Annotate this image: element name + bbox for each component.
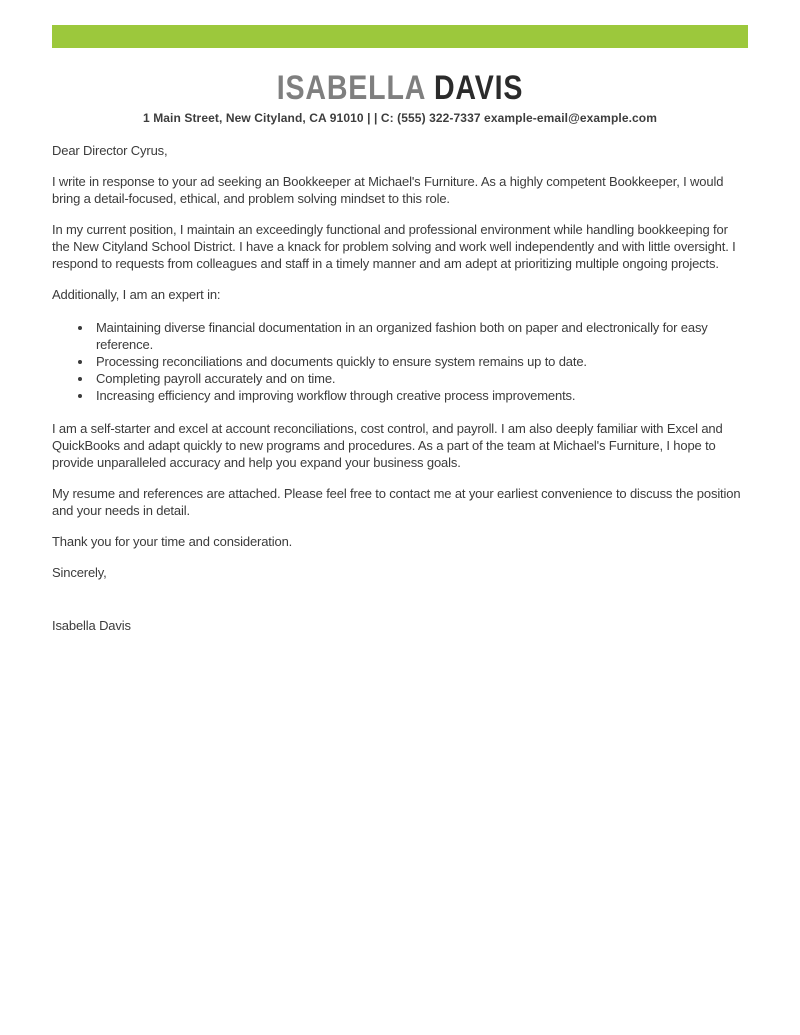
list-item: • Processing reconciliations and documents quickly to ensure system remains up to date.: [93, 353, 748, 370]
signature: Isabella Davis: [52, 618, 131, 633]
signoff: Sincerely,: [52, 565, 107, 580]
paragraph-skills: I am a self-starter and excel at account reconciliations, cost control, and payroll. I am also deeply familiar with Excel and QuickBooks and adapt quickly to new programs and procedures. As a part of the team at Michael's Furniture, I hope to provide unparalleled accuracy and help you expand your business goals.: [52, 421, 723, 470]
letter-header: [0, 68, 800, 125]
list-item: • Maintaining diverse financial documentation in an organized fashion both on paper and electronically for easy reference.: [93, 319, 748, 353]
salutation: Dear Director Cyrus,: [52, 143, 168, 158]
paragraph-current-position: In my current position, I maintain an exceedingly functional and professional environment while handling bookkeeping for the New Cityland School District. I have a knack for problem solving and work well independently and with little oversight. I respond to requests from colleagues and staff in a timely manner and am adept at prioritizing multiple ongoing projects.: [52, 222, 736, 271]
accent-bar: [52, 25, 748, 48]
paragraph-thanks: Thank you for your time and consideration.: [52, 534, 293, 549]
last-name: DAVIS: [433, 69, 524, 107]
list-item: • Increasing efficiency and improving workflow through creative process improvements.: [93, 387, 748, 404]
paragraph-resume-attached: My resume and references are attached. Please feel free to contact me at your earliest convenience to discuss the position and your needs in detail.: [52, 486, 741, 518]
contact-line: 1 Main Street, New Cityland, CA 91010 | | C: (555) 322-7337 example-email@example.com: [142, 111, 658, 125]
page-title: [64, 68, 736, 108]
list-item: • Completing payroll accurately and on time.: [93, 370, 748, 387]
expertise-list: [52, 319, 748, 404]
first-name: ISABELLA: [276, 69, 426, 107]
letter-body: [52, 142, 748, 634]
paragraph-intro: I write in response to your ad seeking an Bookkeeper at Michael's Furniture. As a highly competent Bookkeeper, I would bring a detail-focused, ethical, and problem solving mindset to this role.: [52, 174, 724, 206]
expertise-intro: Additionally, I am an expert in:: [52, 287, 221, 302]
